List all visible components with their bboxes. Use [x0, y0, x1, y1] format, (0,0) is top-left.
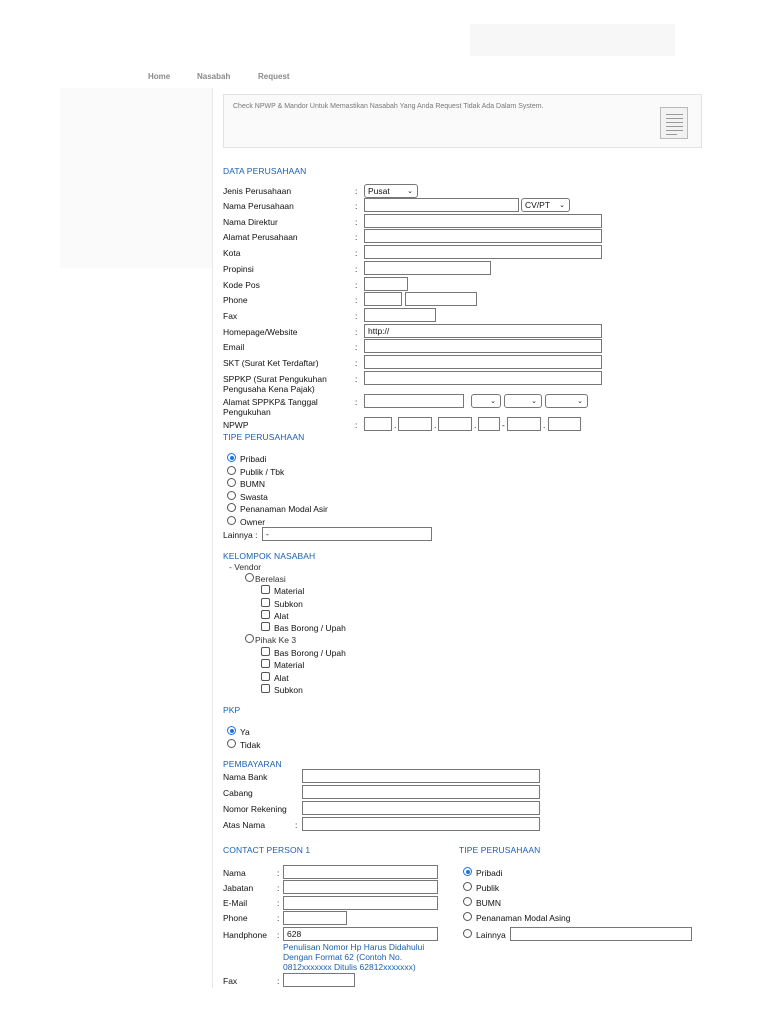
colon: : — [277, 883, 280, 893]
label-atas-nama: Atas Nama — [223, 820, 266, 830]
alamat-sppkp-input[interactable] — [364, 394, 464, 408]
jenis-perusahaan-value: Pusat — [368, 186, 390, 196]
chevron-down-icon: ⌄ — [490, 398, 496, 405]
radio-cp-penanaman-modal[interactable] — [463, 912, 472, 921]
colon: : — [355, 420, 358, 430]
section-kelompok-nasabah: KELOMPOK NASABAH — [223, 551, 316, 561]
colon: : — [355, 201, 358, 211]
label-email: Email — [223, 342, 245, 352]
label-skt: SKT (Surat Ket Terdaftar) — [223, 358, 319, 368]
notice-box — [223, 94, 702, 148]
option-label: Publik — [476, 883, 500, 893]
radio-penanaman-modal[interactable] — [227, 503, 236, 512]
colon: : — [355, 397, 358, 407]
nav-nasabah[interactable]: Nasabah — [197, 72, 231, 81]
option-label: Lainnya — [476, 930, 506, 940]
label-cp-email: E-Mail — [223, 898, 248, 908]
npwp-separator: . — [434, 420, 437, 430]
phone-number-input[interactable] — [405, 292, 477, 306]
cp-lainnya-input[interactable] — [510, 927, 692, 941]
colon: : — [355, 280, 358, 290]
chevron-down-icon: ⌄ — [407, 188, 413, 195]
npwp-separator: . — [394, 420, 397, 430]
label-cp-jabatan: Jabatan — [223, 883, 254, 893]
radio-cp-lainnya[interactable] — [463, 929, 472, 938]
label-nomor-rekening: Nomor Rekening — [223, 804, 287, 814]
colon: : — [295, 820, 298, 830]
checkbox-berelasi-bas-borong[interactable] — [261, 622, 270, 631]
fax-input[interactable] — [364, 308, 436, 322]
checkbox-berelasi-alat[interactable] — [261, 610, 270, 619]
section-pkp: PKP — [223, 705, 241, 715]
radio-cp-publik[interactable] — [463, 882, 472, 891]
label-alamat-sppkp-2: Pengukuhan — [223, 407, 271, 417]
radio-cp-pribadi[interactable] — [463, 867, 472, 876]
label-fax: Fax — [223, 311, 238, 321]
radio-pkp-tidak[interactable] — [227, 739, 236, 748]
phone-area-input[interactable] — [364, 292, 402, 306]
option-label: Penanaman Modal Asing — [476, 913, 571, 923]
option-label: BUMN — [476, 898, 502, 908]
label-jenis-perusahaan: Jenis Perusahaan — [223, 186, 292, 196]
option-label: Pribadi — [476, 868, 503, 878]
radio-berelasi[interactable] — [245, 573, 254, 582]
checkbox-pihak-alat[interactable] — [261, 672, 270, 681]
handphone-hint-1: Penulisan Nomor Hp Harus Didahului — [283, 942, 425, 952]
tanggal-year-select[interactable] — [545, 394, 588, 408]
colon: : — [355, 248, 358, 258]
checkbox-pihak-subkon[interactable] — [261, 684, 270, 693]
label-cp-phone: Phone — [223, 913, 248, 923]
berelasi-label: Berelasi — [255, 574, 286, 584]
notice-text: Check NPWP & Mandor Untuk Memastikan Nasabah Yang Anda Request Tidak Ada Dalam System. — [233, 103, 544, 110]
nama-bank-input[interactable] — [302, 769, 540, 783]
label-website: Homepage/Website — [223, 327, 298, 337]
colon: : — [355, 358, 358, 368]
option-label: Pribadi — [240, 454, 267, 464]
label-kode-pos: Kode Pos — [223, 280, 260, 290]
radio-publik-tbk[interactable] — [227, 466, 236, 475]
cabang-input[interactable] — [302, 785, 540, 799]
colon: : — [277, 868, 280, 878]
colon: : — [355, 232, 358, 242]
cp-email-input[interactable] — [283, 896, 438, 910]
bentuk-perusahaan-select[interactable] — [521, 198, 570, 212]
npwp-input-1[interactable] — [364, 417, 392, 431]
tanggal-month-select[interactable] — [504, 394, 542, 408]
nama-direktur-input[interactable] — [364, 214, 602, 228]
option-label: Subkon — [274, 685, 303, 695]
option-label: Tidak — [240, 740, 261, 750]
label-phone: Phone — [223, 295, 248, 305]
lainnya-input[interactable]: - — [262, 527, 432, 541]
cp-handphone-input[interactable]: 628 — [283, 927, 438, 941]
tanggal-day-select[interactable] — [471, 394, 501, 408]
alamat-perusahaan-input-1[interactable] — [364, 229, 602, 243]
option-label: Material — [274, 586, 305, 596]
atas-nama-input[interactable] — [302, 817, 540, 831]
label-cp-handphone: Handphone — [223, 930, 267, 940]
section-tipe-perusahaan: TIPE PERUSAHAAN — [223, 432, 305, 442]
checkbox-berelasi-material[interactable] — [261, 585, 270, 594]
npwp-separator: . — [474, 420, 477, 430]
colon: : — [355, 327, 358, 337]
colon: : — [355, 295, 358, 305]
checkbox-berelasi-subkon[interactable] — [261, 598, 270, 607]
nav-home[interactable]: Home — [148, 72, 171, 81]
colon: : — [355, 217, 358, 227]
option-label: Bas Borong / Upah — [274, 623, 346, 633]
chevron-down-icon: ⌄ — [577, 398, 583, 405]
cp-fax-input[interactable] — [283, 973, 355, 987]
option-label: Owner — [240, 517, 266, 527]
npwp-input-6[interactable] — [548, 417, 581, 431]
radio-pkp-ya[interactable] — [227, 726, 236, 735]
vendor-label: - Vendor — [229, 562, 262, 572]
npwp-separator: . — [543, 420, 546, 430]
header-bar — [470, 24, 675, 56]
label-cp-fax: Fax — [223, 976, 238, 986]
section-data-perusahaan: DATA PERUSAHAAN — [223, 166, 307, 176]
label-nama-perusahaan: Nama Perusahaan — [223, 201, 294, 211]
cp-phone-input[interactable] — [283, 911, 347, 925]
document-icon — [660, 107, 688, 139]
checkbox-pihak-material[interactable] — [261, 659, 270, 668]
label-lainnya: Lainnya : — [223, 530, 258, 540]
sidebar — [60, 88, 212, 268]
option-label: Subkon — [274, 599, 303, 609]
propinsi-input[interactable] — [364, 261, 491, 275]
label-cabang: Cabang — [223, 788, 253, 798]
option-label: BUMN — [240, 479, 266, 489]
chevron-down-icon: ⌄ — [531, 398, 537, 405]
label-nama-bank: Nama Bank — [223, 772, 268, 782]
radio-pihak-ke-3[interactable] — [245, 634, 254, 643]
colon: : — [355, 186, 358, 196]
jenis-perusahaan-select[interactable] — [364, 184, 418, 198]
nama-perusahaan-input[interactable] — [364, 198, 519, 212]
cp-nama-input[interactable] — [283, 865, 438, 879]
cp-jabatan-input[interactable] — [283, 880, 438, 894]
label-alamat-sppkp-1: Alamat SPPKP& Tanggal — [223, 397, 318, 407]
pihak-label: Pihak Ke 3 — [255, 635, 297, 645]
section-pembayaran: PEMBAYARAN — [223, 759, 282, 769]
website-input[interactable]: http:// — [364, 324, 602, 338]
radio-swasta[interactable] — [227, 491, 236, 500]
npwp-separator: - — [502, 420, 505, 430]
label-nama-direktur: Nama Direktur — [223, 217, 278, 227]
option-label: Bas Borong / Upah — [274, 648, 346, 658]
option-label: Swasta — [240, 492, 268, 502]
colon: : — [355, 311, 358, 321]
radio-pribadi[interactable] — [227, 453, 236, 462]
nav-request[interactable]: Request — [258, 72, 290, 81]
section-tipe-perusahaan-2: TIPE PERUSAHAAN — [459, 845, 541, 855]
label-cp-nama: Nama — [223, 868, 246, 878]
label-alamat-perusahaan: Alamat Perusahaan — [223, 232, 298, 242]
radio-cp-bumn[interactable] — [463, 897, 472, 906]
option-label: Publik / Tbk — [240, 467, 285, 477]
label-npwp: NPWP — [223, 420, 249, 430]
handphone-hint-3: 0812xxxxxxx Ditulis 62812xxxxxxx) — [283, 962, 416, 972]
alamat-perusahaan-input-2[interactable] — [364, 245, 602, 259]
radio-bumn[interactable] — [227, 478, 236, 487]
npwp-input-3[interactable] — [438, 417, 472, 431]
colon: : — [277, 976, 280, 986]
checkbox-pihak-bas-borong[interactable] — [261, 647, 270, 656]
colon: : — [355, 374, 358, 384]
label-propinsi: Propinsi — [223, 264, 254, 274]
sidebar-divider — [212, 88, 213, 988]
colon: : — [355, 264, 358, 274]
chevron-down-icon: ⌄ — [559, 202, 565, 209]
email-input[interactable] — [364, 339, 602, 353]
npwp-input-4[interactable] — [478, 417, 500, 431]
colon: : — [277, 898, 280, 908]
option-label: Alat — [274, 611, 289, 621]
colon: : — [277, 930, 280, 940]
skt-input[interactable] — [364, 355, 602, 369]
bentuk-perusahaan-value: CV/PT — [525, 200, 551, 210]
section-contact-person: CONTACT PERSON 1 — [223, 845, 311, 855]
npwp-input-5[interactable] — [507, 417, 541, 431]
radio-owner[interactable] — [227, 516, 236, 525]
option-label: Penanaman Modal Asir — [240, 504, 328, 514]
option-label: Material — [274, 660, 305, 670]
colon: : — [277, 913, 280, 923]
label-kota: Kota — [223, 248, 241, 258]
npwp-input-2[interactable] — [398, 417, 432, 431]
label-sppkp-2: Pengusaha Kena Pajak) — [223, 384, 315, 394]
sppkp-input[interactable] — [364, 371, 602, 385]
colon: : — [355, 342, 358, 352]
option-label: Alat — [274, 673, 289, 683]
nomor-rekening-input[interactable] — [302, 801, 540, 815]
handphone-hint-2: Dengan Format 62 (Contoh No. — [283, 952, 403, 962]
label-sppkp-1: SPPKP (Surat Pengukuhan — [223, 374, 327, 384]
option-label: Ya — [240, 727, 250, 737]
kode-pos-input[interactable] — [364, 277, 408, 291]
